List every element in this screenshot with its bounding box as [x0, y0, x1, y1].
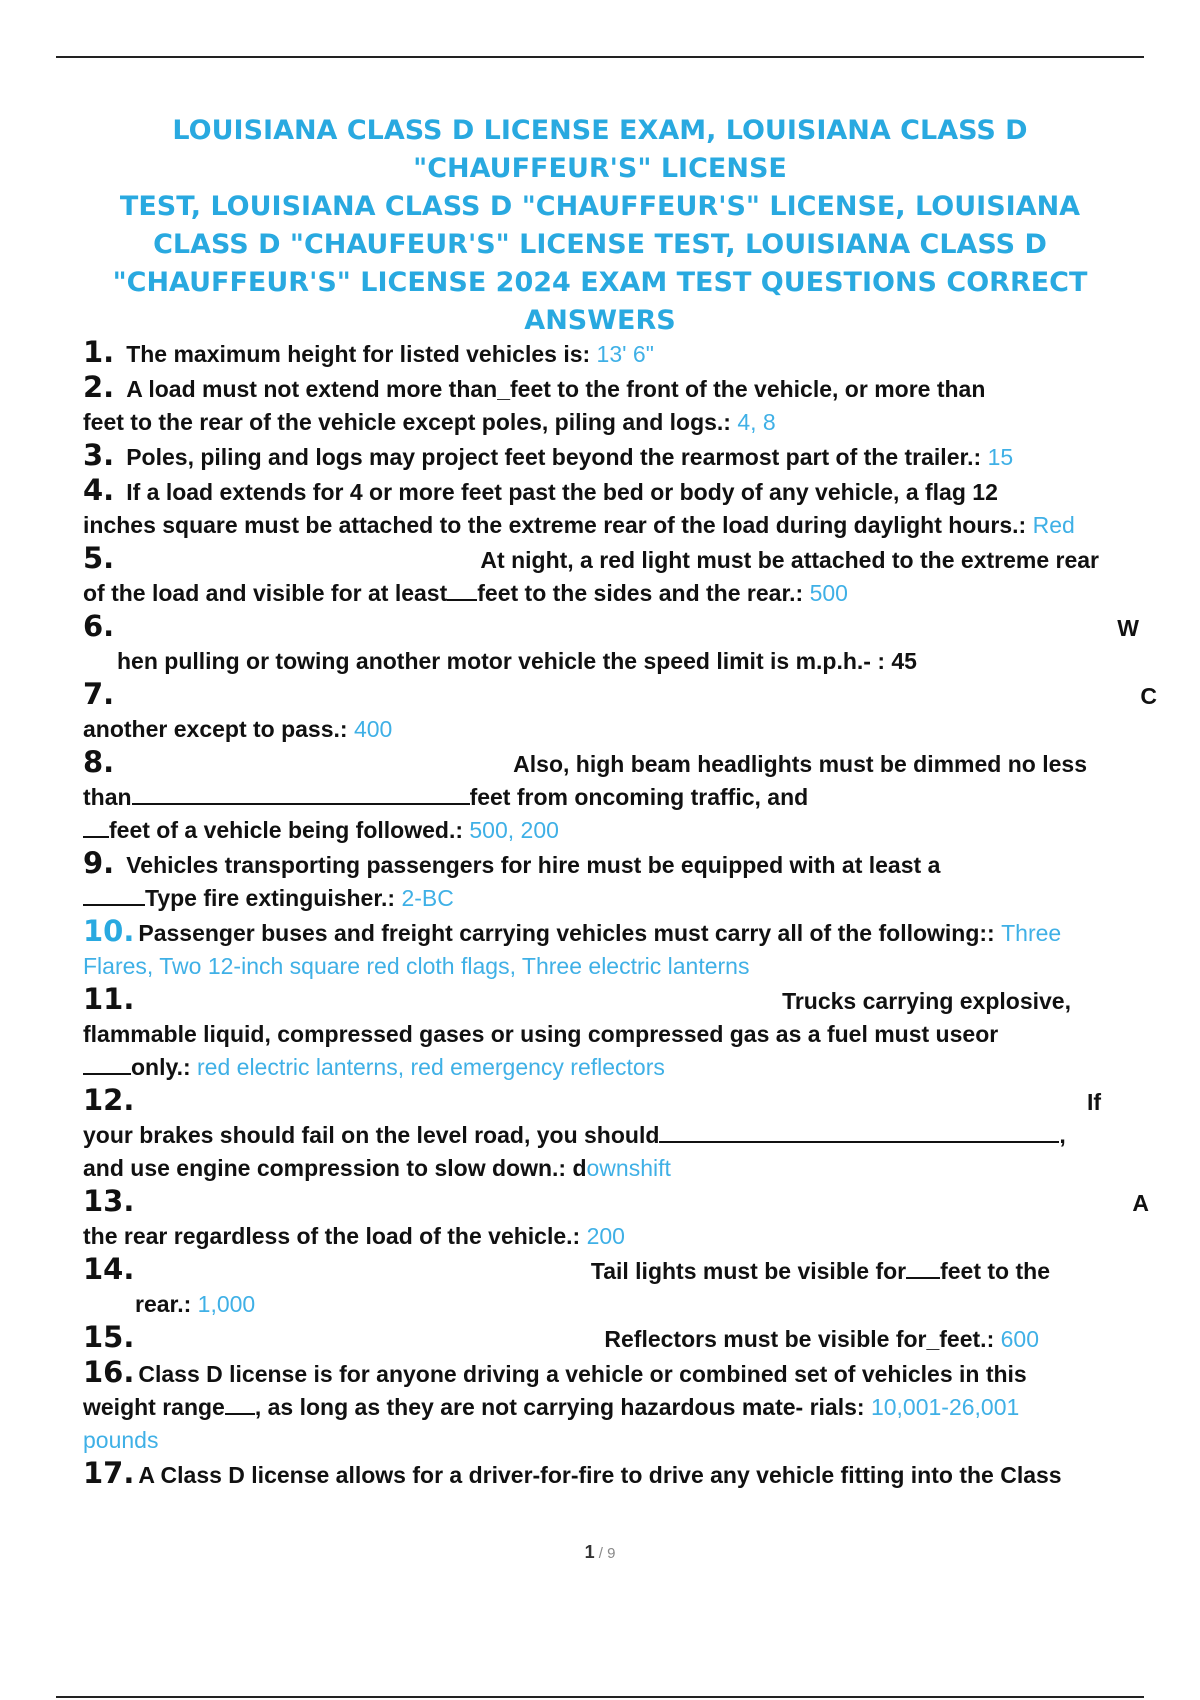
question-number: 3. — [83, 438, 115, 472]
question-text-line-2: Type fire extinguisher.: — [145, 885, 402, 911]
question-text-line-2: feet to the rear of the vehicle except poles, piling and logs.: — [83, 409, 738, 435]
question-8 — [83, 746, 1147, 847]
answer: ownshift — [586, 1155, 671, 1181]
answer-blank — [132, 785, 470, 805]
question-3 — [83, 439, 1147, 474]
question-text-line-1: Also, high beam headlights must be dimmed no less — [513, 751, 1087, 777]
answer-blank — [906, 1259, 940, 1279]
question-text-line-1: Trucks carrying explosive, — [782, 988, 1071, 1014]
question-text-line-2: your brakes should fail on the level road, you should — [83, 1122, 660, 1148]
question-number: 9. — [83, 846, 115, 880]
answer-part-1: Three — [1001, 920, 1062, 946]
question-text: Poles, piling and logs may project feet beyond the rearmost part of the trailer.: — [126, 444, 988, 470]
page-indicator — [0, 1542, 1200, 1563]
answer: red electric lanterns, red emergency reflectors — [197, 1054, 665, 1080]
question-number: 17. — [83, 1456, 135, 1490]
answer: 1,000 — [197, 1291, 256, 1317]
question-text: A Class D license allows for a driver-for-fire to drive any vehicle fitting into the Class — [138, 1462, 1062, 1488]
question-6 — [83, 610, 1147, 678]
question-number: 2. — [83, 370, 115, 404]
answer-blank — [83, 818, 109, 838]
question-text-line-2a: weight range — [83, 1394, 225, 1420]
answer-part-2: pounds — [83, 1427, 159, 1453]
question-list — [83, 335, 1157, 1492]
question-number: 1. — [83, 335, 115, 369]
answer-blank — [659, 1123, 1059, 1143]
question-text-line-2b: feet to the sides and the rear.: — [477, 580, 810, 606]
question-text-line-1: A load must not extend more than_feet to the front of the vehicle, or more than — [126, 376, 986, 402]
document-title — [80, 112, 1120, 340]
answer: 400 — [353, 716, 393, 742]
question-number: 4. — [83, 473, 115, 507]
answer: 2-BC — [401, 885, 454, 911]
question-text-line-1a: Tail lights must be visible for — [590, 1258, 907, 1284]
question-text-line-1: Vehicles transporting passengers for hire must be equipped with at least a — [126, 852, 941, 878]
question-text-line-2a: than — [83, 784, 132, 810]
current-page: 1 — [584, 1542, 595, 1562]
question-number: 11. — [83, 982, 135, 1016]
question-number: 13. — [83, 1184, 135, 1218]
answer: Red — [1032, 512, 1075, 538]
title-line-3: TEST, LOUISIANA CLASS D "CHAUFFEUR'S" LICENSE, LOUISIANA — [119, 191, 1081, 222]
question-4 — [83, 474, 1147, 542]
question-text-line-2: inches square must be attached to the extreme rear of the load during daylight hours.: — [83, 512, 1033, 538]
question-1 — [83, 336, 1147, 371]
question-text-line-1: If a load extends for 4 or more feet past the bed or body of any vehicle, a flag 12 — [126, 479, 998, 505]
answer-part-1: 10,001-26,001 — [870, 1394, 1020, 1420]
question-number: 5. — [83, 541, 115, 575]
question-text-line-1: At night, a red light must be attached to the extreme rear — [480, 547, 1099, 573]
question-number: 10. — [83, 914, 135, 948]
title-line-1: LOUISIANA CLASS D LICENSE EXAM, LOUISIANA CLASS D — [172, 115, 1028, 146]
question-14 — [83, 1253, 1147, 1321]
answer-blank — [225, 1395, 255, 1415]
answer-part-2: Flares, Two 12-inch square red cloth flags, Three electric lanterns — [83, 953, 750, 979]
question-12 — [83, 1084, 1147, 1185]
answer: 500 — [809, 580, 848, 606]
question-text-line-2: hen pulling or towing another motor vehicle the speed limit is m.p.h.- : 45 — [117, 648, 917, 674]
question-number: 12. — [83, 1083, 135, 1117]
title-line-4: CLASS D "CHAUFEUR'S" LICENSE TEST, LOUISIANA CLASS D — [153, 229, 1047, 260]
question-text-line-2: another except to pass.: — [83, 716, 354, 742]
question-text: Passenger buses and freight carrying vehicles must carry all of the following:: — [138, 920, 1002, 946]
question-11 — [83, 983, 1147, 1084]
answer-blank — [83, 886, 145, 906]
title-line-5: "CHAUFFEUR'S" LICENSE 2024 EXAM TEST QUESTIONS CORRECT — [112, 267, 1088, 298]
question-7 — [83, 677, 1157, 746]
question-17 — [83, 1457, 1147, 1492]
question-text-comma: , — [1059, 1122, 1066, 1148]
question-text-clipped: W — [1117, 615, 1139, 641]
question-2 — [83, 371, 1147, 439]
question-number: 6. — [83, 609, 115, 643]
answer-blank — [447, 581, 477, 601]
question-text-line-2: flammable liquid, compressed gases or using compressed gas as a fuel must useor — [83, 1021, 999, 1047]
answer: 15 — [987, 444, 1014, 470]
question-text-line-1: If — [1086, 1089, 1101, 1115]
question-text-line-1: Class D license is for anyone driving a vehicle or combined set of vehicles in this — [138, 1361, 1027, 1387]
answer: 600 — [1000, 1326, 1039, 1352]
question-text-line-1b: feet to the — [940, 1258, 1050, 1284]
question-text-line-2b: feet from oncoming traffic, and — [469, 784, 809, 810]
question-text-line-3: only.: — [131, 1054, 198, 1080]
question-text-clipped: A — [1132, 1190, 1149, 1216]
question-text-line-3: and use engine compression to slow down.: d — [83, 1155, 587, 1181]
title-line-2: "CHAUFFEUR'S" LICENSE — [413, 153, 787, 184]
answer: 4, 8 — [737, 409, 776, 435]
question-5 — [83, 542, 1147, 610]
title-line-6: ANSWERS — [524, 305, 676, 336]
answer: 13' 6" — [596, 341, 654, 367]
question-number: 7. — [83, 677, 115, 711]
question-text-line-2: rear.: — [135, 1291, 198, 1317]
question-text-line-3: feet of a vehicle being followed.: — [109, 817, 470, 843]
question-9 — [83, 847, 1147, 915]
answer-blank — [83, 1055, 131, 1075]
question-text-line-2b: , as long as they are not carrying hazardous mate- rials: — [254, 1394, 871, 1420]
question-text-clipped: C — [1140, 683, 1157, 709]
question-number: 8. — [83, 745, 115, 779]
question-10 — [83, 915, 1147, 983]
answer: 500, 200 — [469, 817, 559, 843]
top-rule — [56, 56, 1144, 58]
question-13 — [83, 1185, 1147, 1253]
answer: 200 — [586, 1223, 625, 1249]
question-number: 15. — [83, 1320, 135, 1354]
question-16 — [83, 1356, 1147, 1457]
question-text-line-2a: of the load and visible for at least — [83, 580, 448, 606]
question-text: Reflectors must be visible for_feet.: — [604, 1326, 1001, 1352]
total-pages: / 9 — [594, 1545, 616, 1562]
question-text: The maximum height for listed vehicles is: — [126, 341, 597, 367]
question-15 — [83, 1321, 1147, 1356]
question-number: 16. — [83, 1355, 135, 1389]
bottom-rule — [56, 1696, 1144, 1698]
question-number: 14. — [83, 1252, 135, 1286]
question-text-line-2: the rear regardless of the load of the vehicle.: — [83, 1223, 587, 1249]
